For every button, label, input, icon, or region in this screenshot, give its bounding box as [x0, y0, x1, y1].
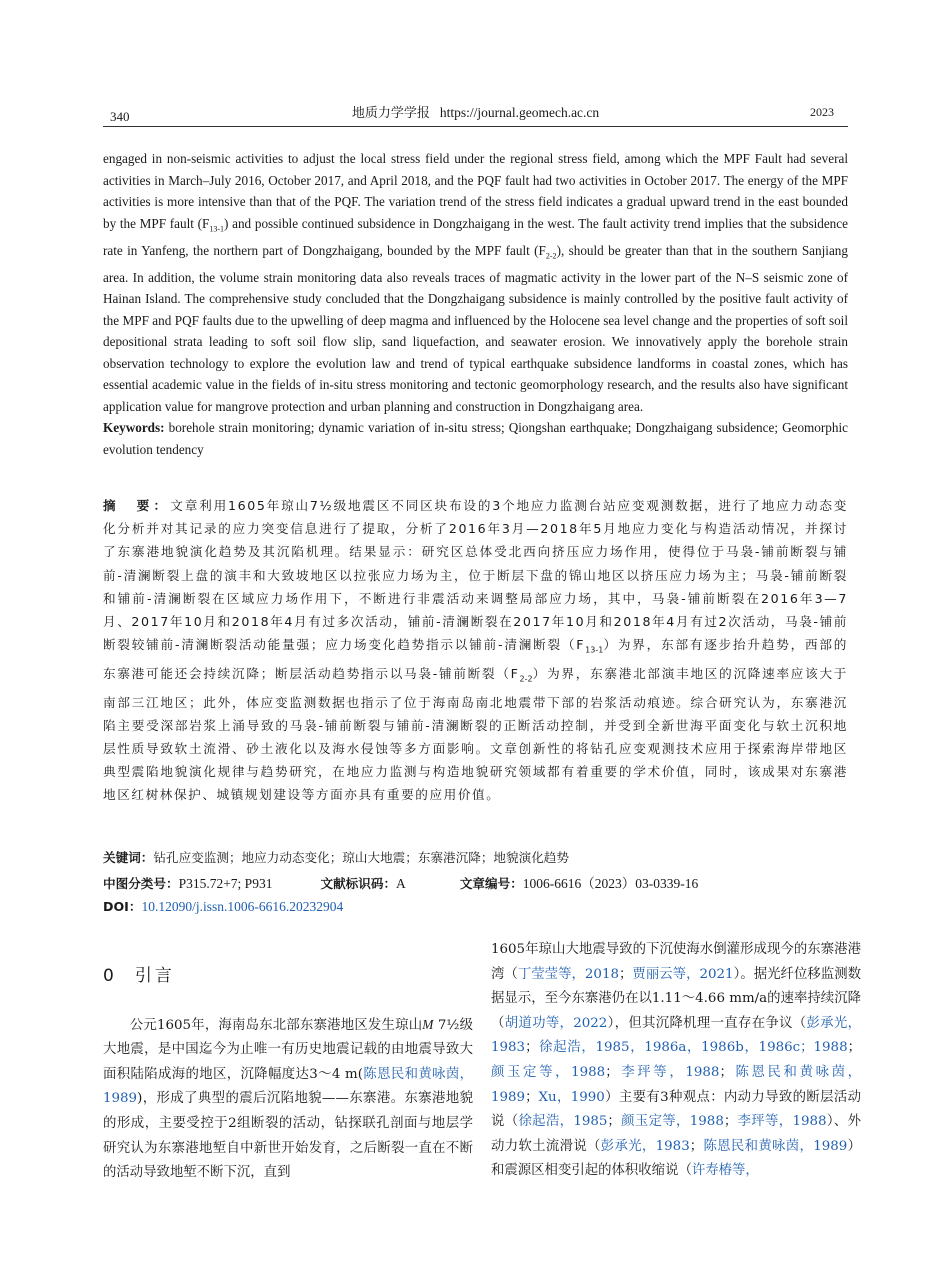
citation-link[interactable]: 许寿椿等，	[691, 1163, 759, 1179]
clc-label: 中图分类号：	[103, 876, 179, 891]
left-column	[103, 938, 473, 1186]
section-heading	[103, 964, 473, 989]
chinese-keywords	[103, 847, 848, 866]
citation-link[interactable]: 徐起浩，1985	[518, 1114, 608, 1130]
citation-link[interactable]: 颜玉定等，1988	[491, 1064, 606, 1080]
citation-link[interactable]: 李玶等，1988	[737, 1114, 827, 1130]
citation-link[interactable]: 丁莹莹等，2018	[517, 966, 619, 982]
intro-paragraph: 公元1605年，海南岛东北部东寨港地区发生琼山M 7½级大地震，是中国迄今为止唯一有历史地震记载的由地震导致大面积陆陷成海的地区，沉降幅度达3～4 m(陈恩民和黄咏茵，1989)，形成了典型的震后沉陷地貌——东寨港。东寨港地貌的形成，主要受控于2组断裂的活动，钻探联孔剖面与地层学研究认为东寨港地堑自中新世开始发育，之后断裂一直在不断的活动导致地堑不断下沉，直到	[103, 1016, 474, 1181]
page-number: 340	[110, 109, 130, 124]
citation-link[interactable]: 陈恩民和黄咏茵，1989	[103, 1066, 474, 1107]
citation-link[interactable]: Xu，1990	[538, 1089, 605, 1105]
citation-link[interactable]: 陈恩民和黄咏茵，1989	[491, 1064, 862, 1105]
clc-value: P315.72+7; P931	[178, 876, 273, 891]
chinese-keywords-value: 钻孔应变监测；地应力动态变化；琼山大地震；东寨港沉降；地貌演化趋势	[153, 850, 569, 865]
chinese-abstract-label: 摘 要：	[103, 498, 171, 513]
section-number: 0	[103, 966, 117, 986]
citation-link[interactable]: 陈恩民和黄咏茵，1989	[703, 1138, 848, 1154]
article-no-label: 文章编号：	[459, 876, 523, 891]
english-keywords-label: Keywords:	[103, 420, 165, 436]
chinese-abstract	[103, 494, 848, 807]
doi-label: DOI：	[103, 899, 142, 914]
citation-link[interactable]: 颜玉定等，1988	[620, 1114, 724, 1130]
journal-header	[103, 102, 848, 121]
english-keywords-value: borehole strain monitoring; dynamic variation of in-situ stress; Qiongshan earthquake; Dongzhaigang subsidence; Geomorphic evolution tendency	[103, 420, 848, 457]
section-title: 引言	[134, 966, 175, 986]
chinese-abstract-text: 摘 要：文章利用1605年琼山7½级地震区不同区块布设的3个地应力监测台站应变观测数据，进行了地应力动态变化分析并对其记录的应力突变信息进行了提取，分析了2016年3月—2018年5月地应力变化与构造活动情况，并探讨了东寨港地貌演化趋势及其沉陷机理。结果显示：研究区总体受北西向挤压应力场作用，使得位于马袅-铺前断裂与铺前-清澜断裂上盘的演丰和大致坡地区以拉张应力场为主，位于断层下盘的锦山地区以挤压应力场为主；马袅-铺前断裂和铺前-清澜断裂在区域应力场作用下，不断进行非震活动来调整局部应力场，其中，马袅-铺前断裂在2016年3—7月、2017年10月和2018年4月有过多次活动，铺前-清澜断裂在2017年10月和2018年4月有过2次活动，马袅-铺前断裂较铺前-清澜断裂活动能量强；应力场变化趋势指示以铺前-清澜断裂$(F_{13-1})$为界，东部有逐步抬升趋势，西部的东寨港可能还会持续沉降；断层活动趋势指示以马袅-铺前断裂$(F_{2-2})$为界，东寨港北部演丰地区的沉降速率应该大于南部三江地区；此外，体应变监测数据也指示了位于海南岛南北地震带下部的岩浆活动痕迹。综合研究认为，东寨港沉陷主要受深部岩浆上涌导致的马袅-铺前断裂与铺前-清澜断裂的正断活动控制，并受到全新世海平面变化与软土沉积地层性质导致软土流滑、砂土液化以及海水侵蚀等多方面影响。文章创新性的将钻孔应变观测技术应用于探索海岸带地区典型震陷地貌演化规律与趋势研究，在地应力监测与构造地貌研究领域都有着重要的学术价值，同时，该成果对东寨港地区红树林保护、城镇规划建设等方面亦具有重要的应用价值。	[103, 498, 848, 803]
doi-link[interactable]: 10.12090/j.issn.1006-6616.20232904	[141, 899, 344, 914]
english-abstract	[103, 148, 848, 460]
doc-code-value: A	[396, 876, 406, 891]
english-abstract-text: engaged in non-seismic activities to adjust the local stress field under the regional stress field, among which the MPF Fault had several activities in March–July 2016, October 2017, and April 2018, and the PQF fault had two activities in October 2017. The energy of the MPF activities is more intensive than that of the PQF. The variation trend of the stress field indicates a gradual upward trend in the east bounded by the MPF fault $(F_{13-1})$ and possible continued subsidence in Dongzhaigang in the west. The fault activity trend implies that the subsidence rate in Yanfeng, the northern part of Dongzhaigang, bounded by the MPF fault $(F_{2-2})$, should be greater than that in the southern Sanjiang area. In addition, the volume strain monitoring data also reveals traces of magmatic activity in the lower part of the N–S seismic zone of Hainan Island. The comprehensive study concluded that the Dongzhaigang subsidence is mainly controlled by the positive fault activity of the MPF and PQF faults due to the upwelling of deep magma and influenced by the Holocene sea level change and the properties of soft soil depositional strata leading to soft soil flow slip, sand liquefaction, and seawater erosion. We innovatively apply the borehole strain observation technology to explore the evolution law and trend of typical earthquake subsidence landforms in coastal zones, which has essential academic value in the fields of in-situ stress monitoring and tectonic geomorphology research, and the results also have significant application value for mangrove protection and urban planning and construction in Dongzhaigang area.	[103, 151, 848, 414]
english-keywords	[103, 417, 848, 460]
chinese-keywords-label: 关键词：	[103, 850, 154, 865]
classification-line	[103, 872, 848, 892]
doc-code-label: 文献标识码：	[320, 876, 397, 891]
header-year: 2023	[810, 105, 834, 119]
citation-link[interactable]: 李玶等，1988	[618, 1064, 720, 1080]
citation-link[interactable]: 胡道功等，2022	[504, 1015, 608, 1031]
intro-paragraph-continued: 1605年琼山大地震导致的下沉使海水倒灌形成现今的东寨港港湾（丁莹莹等，2018；贾丽云等，2021）。据光纤位移监测数据显示，至今东寨港仍在以1.11～4.66 mm/a的速率持续沉降（胡道功等，2022），但其沉降机理一直存在争议（彭承光，1983；徐起浩，1985，1986a，1986b，1986c；1988；颜玉定等，1988；李玶等，1988；陈恩民和黄咏茵，1989；Xu，1990）主要有3种观点：内动力导致的断层活动说（徐起浩，1985；颜玉定等，1988；李玶等，1988）、外动力软土流滑说（彭承光，1983；陈恩民和黄咏茵，1989）和震源区相变引起的体积收缩说（许寿椿等，	[491, 942, 862, 1179]
running-header	[103, 96, 848, 127]
journal-url[interactable]: https://journal.geomech.ac.cn	[439, 105, 600, 120]
article-no-value: 1006-6616（2023）03-0339-16	[522, 876, 699, 891]
doi-line	[103, 896, 848, 915]
citation-link[interactable]: 徐起浩，1985，1986a，1986b，1986c；1988	[538, 1040, 848, 1056]
citation-link[interactable]: 彭承光，1983	[600, 1138, 690, 1154]
right-column	[491, 938, 861, 1184]
citation-link[interactable]: 彭承光，1983	[491, 1015, 862, 1056]
citation-link[interactable]: 贾丽云等，2021	[632, 966, 734, 982]
journal-name: 地质力学学报	[351, 106, 430, 121]
